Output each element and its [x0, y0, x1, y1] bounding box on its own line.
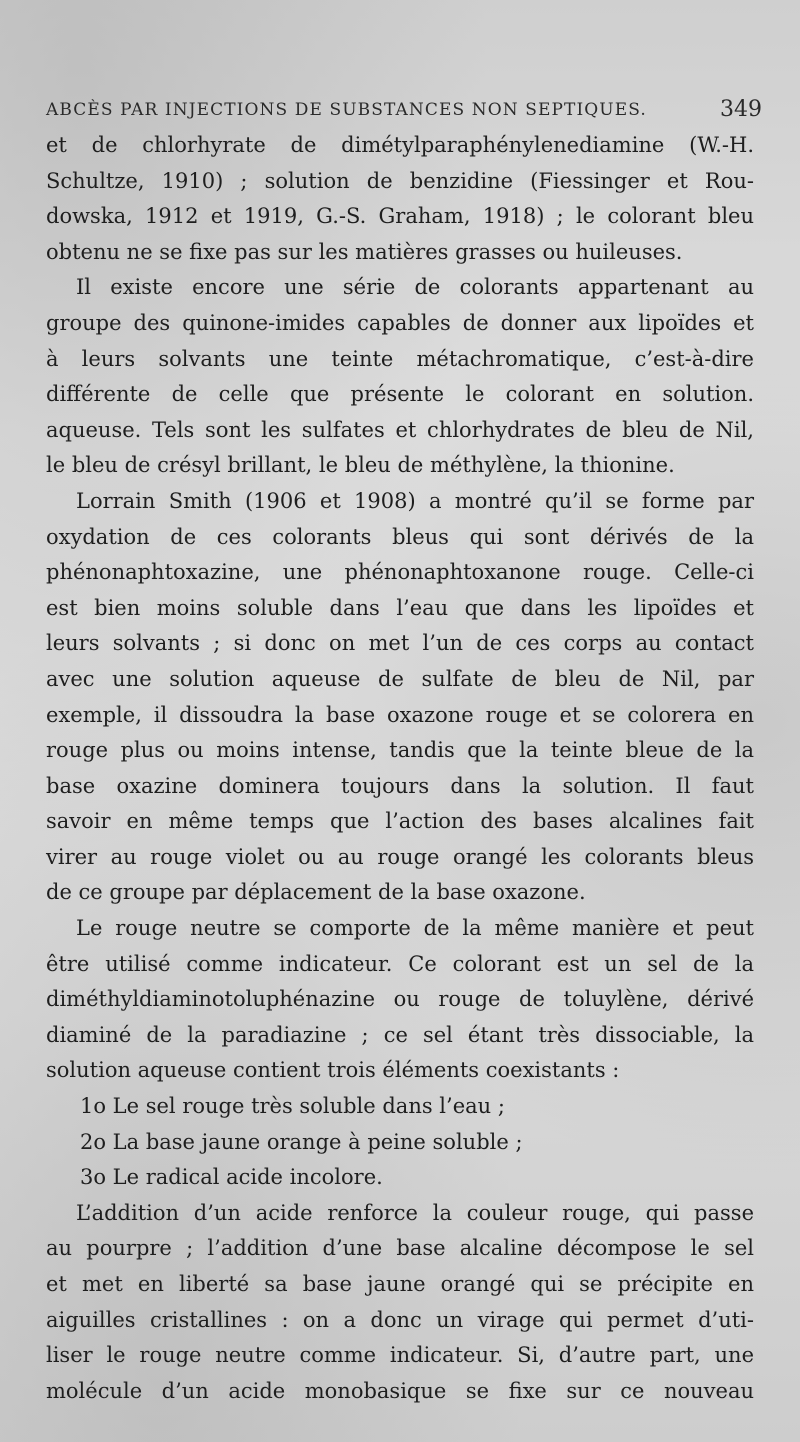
- text-line: avec une solution aqueuse de sulfate de bleu de Nil, par: [46, 666, 754, 691]
- list-item: 2o La base jaune orange à peine soluble ;: [80, 1129, 523, 1154]
- text-line: le bleu de crésyl brillant, le bleu de méthylène, la thionine.: [46, 453, 675, 478]
- list-item: 1o Le sel rouge très soluble dans l’eau ;: [80, 1094, 505, 1119]
- text-line: solution aqueuse contient trois éléments coexistants :: [46, 1058, 620, 1083]
- text-line: être utilisé comme indicateur. Ce colorant est un sel de la: [46, 951, 754, 976]
- text-line: de ce groupe par déplacement de la base oxazone.: [46, 880, 586, 905]
- text-line: aiguilles cristallines : on a donc un virage qui permet d’uti-: [46, 1307, 754, 1332]
- text-line: différente de celle que présente le colorant en solution.: [46, 382, 754, 407]
- text-line: diméthyldiaminotoluphénazine ou rouge de toluylène, dérivé: [46, 987, 754, 1012]
- text-line: rouge plus ou moins intense, tandis que la teinte bleue de la: [46, 738, 754, 763]
- text-line: savoir en même temps que l’action des bases alcalines fait: [46, 809, 754, 834]
- text-line: au pourpre ; l’addition d’une base alcaline décompose le sel: [46, 1236, 754, 1261]
- list-item: 3o Le radical acide incolore.: [80, 1165, 383, 1190]
- text-line: et de chlorhyrate de dimétylparaphénylenediamine (W.-H.: [46, 133, 754, 157]
- text-line: leurs solvants ; si donc on met l’un de ces corps au contact: [46, 631, 754, 656]
- text-line: molécule d’un acide monobasique se fixe sur ce nouveau: [46, 1378, 754, 1403]
- text-line: exemple, il dissoudra la base oxazone rouge et se colorera en: [46, 702, 754, 727]
- text-line: Lorrain Smith (1906 et 1908) a montré qu’il se forme par: [76, 488, 754, 513]
- text-line: oxydation de ces colorants bleus qui sont dérivés de la: [46, 524, 754, 549]
- text-line: à leurs solvants une teinte métachromatique, c’est-à-dire: [46, 346, 754, 371]
- text-line: Il existe encore une série de colorants appartenant au: [76, 275, 754, 300]
- body-text: [46, 128, 754, 1409]
- text-line: dowska, 1912 et 1919, G.-S. Graham, 1918) ; le colorant bleu: [46, 204, 754, 229]
- text-line: base oxazine dominera toujours dans la solution. Il faut: [46, 773, 754, 798]
- text-line: aqueuse. Tels sont les sulfates et chlorhydrates de bleu de Nil,: [46, 417, 754, 442]
- text-line: et met en liberté sa base jaune orangé qui se précipite en: [46, 1272, 754, 1296]
- text-line: L’addition d’un acide renforce la couleur rouge, qui passe: [76, 1200, 754, 1225]
- text-line: groupe des quinone-imides capables de donner aux lipoïdes et: [46, 310, 754, 335]
- running-head: [46, 92, 762, 128]
- book-page: [46, 92, 762, 1409]
- text-line: est bien moins soluble dans l’eau que dans les lipoïdes et: [46, 595, 754, 620]
- page-number: 349: [720, 97, 762, 122]
- text-line: liser le rouge neutre comme indicateur. Si, d’autre part, une: [46, 1343, 754, 1368]
- text-line: virer au rouge violet ou au rouge orangé les colorants bleus: [46, 844, 754, 869]
- text-line: diaminé de la paradiazine ; ce sel étant très dissociable, la: [46, 1022, 754, 1047]
- running-head-title: ABCÈS PAR INJECTIONS DE SUBSTANCES NON SEPTIQUES.: [46, 100, 647, 120]
- text-line: phénonaphtoxazine, une phénonaphtoxanone rouge. Celle-ci: [46, 560, 754, 585]
- text-line: obtenu ne se fixe pas sur les matières grasses ou huileuses.: [46, 239, 683, 264]
- text-line: Schultze, 1910) ; solution de benzidine (Fiessinger et Rou-: [46, 168, 754, 193]
- text-line: Le rouge neutre se comporte de la même manière et peut: [76, 916, 754, 941]
